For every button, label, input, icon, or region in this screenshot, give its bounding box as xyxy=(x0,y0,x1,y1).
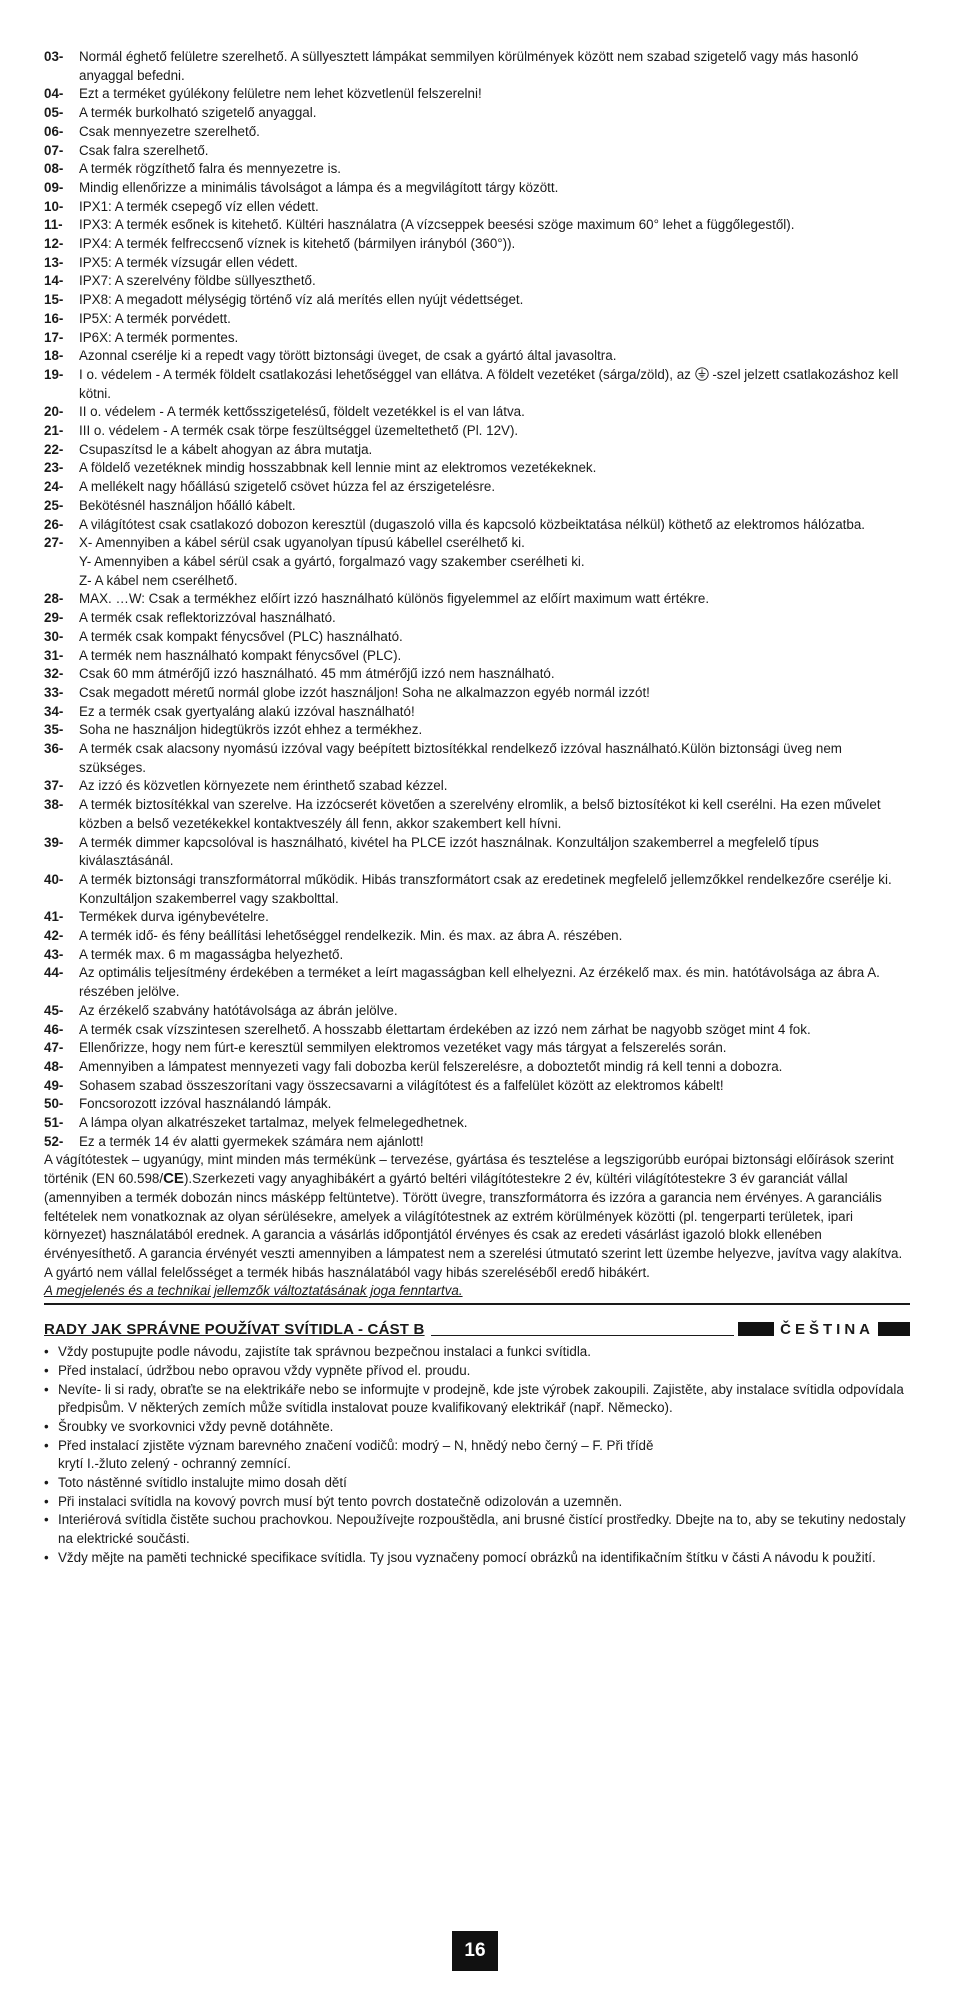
list-item xyxy=(44,1133,910,1152)
item-number: 44- xyxy=(44,965,64,981)
item-text: IPX7: A szerelvény földbe süllyeszthető. xyxy=(79,273,316,289)
list-item xyxy=(44,534,910,590)
item-text: Csak megadott méretű normál globe izzót használjon! Soha ne alkalmazzon egyéb normál izzót! xyxy=(79,684,650,700)
bullet-text xyxy=(58,1474,910,1493)
item-number: 16- xyxy=(44,310,64,326)
item-number: 13- xyxy=(44,254,64,270)
list-item xyxy=(44,628,910,647)
language-bar-right xyxy=(878,1322,910,1336)
bullet-dot-icon: • xyxy=(44,1362,49,1378)
bullet-item xyxy=(44,1437,910,1474)
list-item xyxy=(44,1114,910,1133)
list-item xyxy=(44,403,910,422)
item-number: 15- xyxy=(44,292,64,308)
czech-bullet-list xyxy=(44,1343,910,1567)
item-text-part: -szel jelzett csatlakozáshoz kell kötni. xyxy=(79,366,899,401)
item-text: Amennyiben a lámpatest mennyezeti vagy fali dobozba kerül felszerelésre, a doboztetőt mindig rá kell tenni a dobozra. xyxy=(79,1058,783,1074)
warranty-paragraph xyxy=(44,1151,910,1282)
rights-reserved-note: A megjelenés és a technikai jellemzők változtatásának joga fenntartva. xyxy=(44,1283,463,1299)
list-item xyxy=(44,1021,910,1040)
item-text: Foncsorozott izzóval használandó lámpák. xyxy=(79,1096,332,1112)
list-item xyxy=(44,964,910,1001)
item-text: Ez a termék 14 év alatti gyermekek számára nem ajánlott! xyxy=(79,1133,424,1149)
item-number: 22- xyxy=(44,441,64,457)
item-text: Az izzó és közvetlen környezete nem érinthető szabad kézzel. xyxy=(79,778,448,794)
list-item xyxy=(44,441,910,460)
item-number: 09- xyxy=(44,179,64,195)
document-page xyxy=(44,48,910,1568)
list-item xyxy=(44,497,910,516)
list-item xyxy=(44,216,910,235)
bullet-text xyxy=(58,1437,910,1474)
list-item xyxy=(44,609,910,628)
list-item xyxy=(44,946,910,965)
list-item xyxy=(44,366,910,403)
list-item xyxy=(44,459,910,478)
list-item xyxy=(44,160,910,179)
item-text: Termékek durva igénybevételre. xyxy=(79,909,269,925)
list-item xyxy=(44,142,910,161)
list-item xyxy=(44,1095,910,1114)
item-number: 24- xyxy=(44,479,64,495)
bullet-dot-icon: • xyxy=(44,1418,49,1434)
section-divider xyxy=(44,1303,910,1305)
item-number: 43- xyxy=(44,946,64,962)
page-number: 16 xyxy=(452,1931,498,1971)
item-number: 23- xyxy=(44,460,64,476)
item-number: 50- xyxy=(44,1096,64,1112)
list-item xyxy=(44,48,910,85)
item-text: A termék csak vízszintesen szerelhető. A hosszabb élettartam érdekében az izzó nem zárhat be nagyobb szöget mint 4 fok. xyxy=(79,1021,811,1037)
item-text: Mindig ellenőrizze a minimális távolságot a lámpa és a megvilágított tárgy között. xyxy=(79,179,559,195)
list-item xyxy=(44,478,910,497)
item-number: 20- xyxy=(44,404,64,420)
item-text: IP6X: A termék pormentes. xyxy=(79,329,239,345)
item-number: 47- xyxy=(44,1040,64,1056)
bullet-dot-icon: • xyxy=(44,1344,49,1360)
section-title: RADY JAK SPRÁVNE POUŽÍVAT SVÍTIDLA - CÁST B xyxy=(44,1320,425,1338)
item-number: 40- xyxy=(44,871,64,887)
item-number: 12- xyxy=(44,236,64,252)
item-number: 25- xyxy=(44,497,64,513)
bullet-item xyxy=(44,1549,910,1568)
item-number: 36- xyxy=(44,741,64,757)
bullet-text-line: Interiérová svítidla čistěte suchou prachovkou. Nepoužívejte rozpouštědla, ani brusné čistící prostředky. Dbejte na to, aby se tekutiny nedostaly na elektrické součásti. xyxy=(58,1512,906,1547)
bullet-text-line: Před instalací zjistěte význam barevného značení vodičů: modrý – N, hnědý nebo černý – F. Při třídě xyxy=(58,1437,654,1453)
warranty-text-part2: ).Szerkezeti vagy anyaghibákért a gyártó beltéri világítótestekre 2 év, kültéri világítótestekre 3 év garanciát vállal (amennyiben a termék dobozán nincs másképp feltüntetve). Törött üvegre, transzformátorra és izzóra a garancia nem érvényes. A garanciális feltételek nem vonatkoznak az olyan sérülésekre, amelyek a világítótestnek az extrém körülmények közötti (pl. tengerparti területek, ipari környezet) használatából erednek. A garancia a vásárlás időpontjától érvényes és csak az eredeti vásárlást igazoló blokk ellenében érvényesíthető. A garancia érvényét veszti amennyiben a lámpatest nem a szerelési útmutató szerint lett üzembe helyezve, javítva vagy alakítva. A gyártó nem vállal felelősséget a termék hibás használatából vagy hibás szereléséből eredő hibákért. xyxy=(44,1171,903,1280)
item-text: IP5X: A termék porvédett. xyxy=(79,310,231,326)
item-number: 18- xyxy=(44,348,64,364)
list-item xyxy=(44,123,910,142)
item-text: Ellenőrizze, hogy nem fúrt-e keresztül semmilyen elektromos vezetéket vagy más tárgyat a felszerelés során. xyxy=(79,1040,727,1056)
bullet-text-line: Vždy mějte na paměti technické specifikace svítidla. Ty jsou vyznačeny pomocí obrázků na identifikačním štítku v části A návodu k použití. xyxy=(58,1549,876,1565)
bullet-item xyxy=(44,1511,910,1548)
item-number: 52- xyxy=(44,1133,64,1149)
item-number: 33- xyxy=(44,684,64,700)
item-number: 45- xyxy=(44,1002,64,1018)
item-text: Az érzékelő szabvány hatótávolsága az ábrán jelölve. xyxy=(79,1002,398,1018)
list-item xyxy=(44,834,910,871)
list-item xyxy=(44,777,910,796)
item-text: A lámpa olyan alkatrészeket tartalmaz, melyek felmelegedhetnek. xyxy=(79,1115,468,1131)
item-text: A termék csak alacsony nyomású izzóval vagy beépített biztosítékkal rendelkező izzóval használható.Külön biztonsági üveg nem szükséges. xyxy=(79,741,842,775)
item-text: IPX3: A termék esőnek is kitehető. Kültéri használatra (A vízcseppek beesési szöge maximum 60° lehet a függőlegestől). xyxy=(79,217,795,233)
list-item xyxy=(44,422,910,441)
language-tab xyxy=(738,1321,910,1338)
bullet-text-line: Nevíte- li si rady, obraťte se na elektrikáře nebo se informujte v prodejně, kde jste výrobek zakoupili. Zajistěte, aby instalace svítidla odpovídala předpisům. V některých zemích může svítidla instalovat pouze kvalifikovaný elektrikář (např. Německo). xyxy=(58,1381,904,1416)
list-item xyxy=(44,684,910,703)
item-text: Ez a termék csak gyertyaláng alakú izzóval használható! xyxy=(79,703,415,719)
list-item xyxy=(44,703,910,722)
item-number: 14- xyxy=(44,273,64,289)
item-text: A termék csak kompakt fénycsővel (PLC) használható. xyxy=(79,628,403,644)
item-text: A termék burkolható szigetelő anyaggal. xyxy=(79,105,317,121)
list-item xyxy=(44,254,910,273)
list-item xyxy=(44,329,910,348)
bullet-text xyxy=(58,1362,910,1381)
item-number: 31- xyxy=(44,647,64,663)
ce-mark: CE xyxy=(163,1170,184,1188)
list-item xyxy=(44,1002,910,1021)
bullet-text-line: Vždy postupujte podle návodu, zajistíte tak správnou bezpečnou instalaci a funkci svítidla. xyxy=(58,1344,591,1360)
bullet-item xyxy=(44,1381,910,1418)
item-number: 30- xyxy=(44,628,64,644)
item-number: 37- xyxy=(44,778,64,794)
item-text: IPX4: A termék felfreccsenő víznek is kitehető (bármilyen irányból (360°)). xyxy=(79,236,516,252)
list-item xyxy=(44,310,910,329)
bullet-text-line: Při instalaci svítidla na kovový povrch musí být tento povrch dostatečně odizolován a uzemněn. xyxy=(58,1493,623,1509)
item-number: 34- xyxy=(44,703,64,719)
item-text: II o. védelem - A termék kettősszigetelésű, földelt vezetékkel is el van látva. xyxy=(79,404,525,420)
bullet-item xyxy=(44,1493,910,1512)
item-text-line: Y- Amennyiben a kábel sérül csak a gyártó, forgalmazó vagy szakember cserélheti ki. xyxy=(79,553,585,569)
item-number: 29- xyxy=(44,610,64,626)
bullet-dot-icon: • xyxy=(44,1512,49,1528)
item-number: 19- xyxy=(44,366,64,382)
item-text: A termék csak reflektorizzóval használható. xyxy=(79,610,336,626)
item-number: 51- xyxy=(44,1115,64,1131)
bullet-item xyxy=(44,1474,910,1493)
list-item xyxy=(44,796,910,833)
item-text: IPX5: A termék vízsugár ellen védett. xyxy=(79,254,298,270)
item-number: 05- xyxy=(44,105,64,121)
item-text: Normál éghető felületre szerelhető. A süllyesztett lámpákat semmilyen körülmények között nem szabad szigetelő vagy más hasonló anyaggal befedni. xyxy=(79,49,859,83)
bullet-text xyxy=(58,1418,910,1437)
section-header xyxy=(44,1319,910,1339)
bullet-item xyxy=(44,1418,910,1437)
item-number: 10- xyxy=(44,198,64,214)
bullet-text-line: Šroubky ve svorkovnici vždy pevně dotáhněte. xyxy=(58,1418,334,1434)
bullet-text xyxy=(58,1511,910,1548)
list-item xyxy=(44,665,910,684)
item-number: 04- xyxy=(44,86,64,102)
bullet-text xyxy=(58,1343,910,1362)
list-item xyxy=(44,1077,910,1096)
item-number: 42- xyxy=(44,928,64,944)
item-number: 48- xyxy=(44,1058,64,1074)
bullet-dot-icon: • xyxy=(44,1549,49,1565)
item-number: 08- xyxy=(44,161,64,177)
item-text: Az optimális teljesítmény érdekében a terméket a leírt magasságban kell elhelyezni. Az érzékelő max. és min. hatótávolsága az ábra A. részében jelölve. xyxy=(79,965,880,1000)
item-number: 06- xyxy=(44,123,64,139)
item-text: A termék max. 6 m magasságba helyezhető. xyxy=(79,946,344,962)
item-text: Bekötésnél használjon hőálló kábelt. xyxy=(79,497,296,513)
item-text: A termék nem használható kompakt fénycsővel (PLC). xyxy=(79,647,402,663)
item-text: Csak 60 mm átmérőjű izzó használható. 45 mm átmérőjű izzó nem használható. xyxy=(79,666,555,682)
item-text: A termék idő- és fény beállítási lehetőséggel rendelkezik. Min. és max. az ábra A. részében. xyxy=(79,928,623,944)
item-text xyxy=(79,534,910,590)
item-text: IPX8: A megadott mélységig történő víz alá merítés ellen nyújt védettséget. xyxy=(79,292,524,308)
section-title-line xyxy=(431,1335,735,1336)
list-item xyxy=(44,104,910,123)
language-label: ČEŠTINA xyxy=(780,1320,874,1338)
item-text: A földelő vezetéknek mindig hosszabbnak kell lennie mint az elektromos vezetékeknek. xyxy=(79,460,597,476)
bullet-dot-icon: • xyxy=(44,1475,49,1491)
item-number: 27- xyxy=(44,535,64,551)
list-item xyxy=(44,740,910,777)
item-text: Azonnal cserélje ki a repedt vagy törött biztonsági üveget, de csak a gyártó által javasoltra. xyxy=(79,348,617,364)
item-text: Csak falra szerelhető. xyxy=(79,142,209,158)
bullet-dot-icon: • xyxy=(44,1381,49,1397)
item-text xyxy=(79,366,910,403)
bullet-text-line: krytí I.-žluto zelený - ochranný zemnící. xyxy=(58,1456,291,1472)
item-text: Soha ne használjon hidegtükrös izzót ehhez a termékhez. xyxy=(79,722,423,738)
item-text: A mellékelt nagy hőállású szigetelő csövet húzza fel az érszigetelésre. xyxy=(79,479,496,495)
bullet-item xyxy=(44,1362,910,1381)
item-text: Csak mennyezetre szerelhető. xyxy=(79,123,260,139)
bullet-item xyxy=(44,1343,910,1362)
list-item xyxy=(44,516,910,535)
item-number: 41- xyxy=(44,909,64,925)
item-number: 39- xyxy=(44,834,64,850)
item-number: 21- xyxy=(44,423,64,439)
item-number: 03- xyxy=(44,49,64,64)
list-item xyxy=(44,1058,910,1077)
bullet-text xyxy=(58,1549,910,1568)
bullet-dot-icon: • xyxy=(44,1437,49,1453)
warranty-text-part1: A vágítótestek – ugyanúgy, mint minden más termékünk – tervezése, gyártása és tesztelése a legszigorúbb európai biztonsági előírások szerint történik (EN 60.598/ xyxy=(44,1152,894,1187)
item-text: IPX1: A termék csepegő víz ellen védett. xyxy=(79,198,319,214)
numbered-instructions-list xyxy=(44,48,910,1151)
list-item xyxy=(44,721,910,740)
list-item xyxy=(44,179,910,198)
item-text: Csupaszítsd le a kábelt ahogyan az ábra mutatja. xyxy=(79,441,373,457)
item-number: 28- xyxy=(44,591,64,607)
list-item xyxy=(44,647,910,666)
list-item xyxy=(44,871,910,908)
item-text: A termék rögzíthető falra és mennyezetre is. xyxy=(79,161,341,177)
item-text-part: I o. védelem - A termék földelt csatlakozási lehetőséggel van ellátva. A földelt vezetéket (sárga/zöld), az xyxy=(79,366,691,382)
item-text: Sohasem szabad összeszorítani vagy összecsavarni a világítótest és a falfelület között az elektromos kábelt! xyxy=(79,1077,724,1093)
item-text: MAX. …W: Csak a termékhez előírt izzó használható különös figyelemmel az előírt maximum watt értékre. xyxy=(79,591,710,607)
list-item xyxy=(44,235,910,254)
item-number: 46- xyxy=(44,1021,64,1037)
item-text: Ezt a terméket gyúlékony felületre nem lehet közvetlenül felszerelni! xyxy=(79,86,482,102)
list-item xyxy=(44,198,910,217)
item-text: III o. védelem - A termék csak törpe feszültséggel üzemeltethető (Pl. 12V). xyxy=(79,423,519,439)
item-text: A termék biztosítékkal van szerelve. Ha izzócserét követően a szerelvény elromlik, a belső biztosítékot ki kell cserélni. Ha ezen művelet közben a belső vezetékekkel kontaktveszély áll fenn, akkor szakembert kell hívni. xyxy=(79,797,881,831)
bullet-text-line: Toto nástěnné svítidlo instalujte mimo dosah dětí xyxy=(58,1475,347,1491)
item-number: 26- xyxy=(44,516,64,532)
list-item xyxy=(44,908,910,927)
bullet-text xyxy=(58,1493,910,1512)
item-text: A termék biztonsági transzformátorral működik. Hibás transzformátort csak az eredetinek megfelelő jellemzőkkel rendelkezőre cserélje ki. Konzultáljon szakemberrel vagy szakbolttal. xyxy=(79,871,892,906)
item-text: A világítótest csak csatlakozó dobozon keresztül (dugaszoló villa és kapcsoló közbeiktatása nélkül) köthető az elektromos hálózatba. xyxy=(79,516,866,532)
list-item xyxy=(44,272,910,291)
list-item xyxy=(44,927,910,946)
bullet-text xyxy=(58,1381,910,1418)
item-number: 35- xyxy=(44,722,64,738)
item-number: 38- xyxy=(44,797,64,813)
item-number: 17- xyxy=(44,329,64,345)
language-bar-left xyxy=(738,1322,774,1336)
item-number: 07- xyxy=(44,142,64,158)
bullet-dot-icon: • xyxy=(44,1493,49,1509)
item-text-line: X- Amennyiben a kábel sérül csak ugyanolyan típusú kábellel cserélhető ki. xyxy=(79,535,525,551)
item-number: 32- xyxy=(44,666,64,682)
list-item xyxy=(44,85,910,104)
list-item xyxy=(44,1039,910,1058)
item-number: 49- xyxy=(44,1077,64,1093)
list-item xyxy=(44,291,910,310)
item-text: A termék dimmer kapcsolóval is használható, kivétel ha PLCE izzót használnak. Konzultáljon szakemberrel a megfelelő típus kiválasztásánál. xyxy=(79,834,819,869)
ground-symbol-icon xyxy=(695,367,709,381)
list-item xyxy=(44,347,910,366)
item-text-line: Z- A kábel nem cserélhető. xyxy=(79,572,238,588)
list-item xyxy=(44,590,910,609)
item-number: 11- xyxy=(44,217,63,233)
bullet-text-line: Před instalací, údržbou nebo opravou vždy vypněte přívod el. proudu. xyxy=(58,1362,471,1378)
